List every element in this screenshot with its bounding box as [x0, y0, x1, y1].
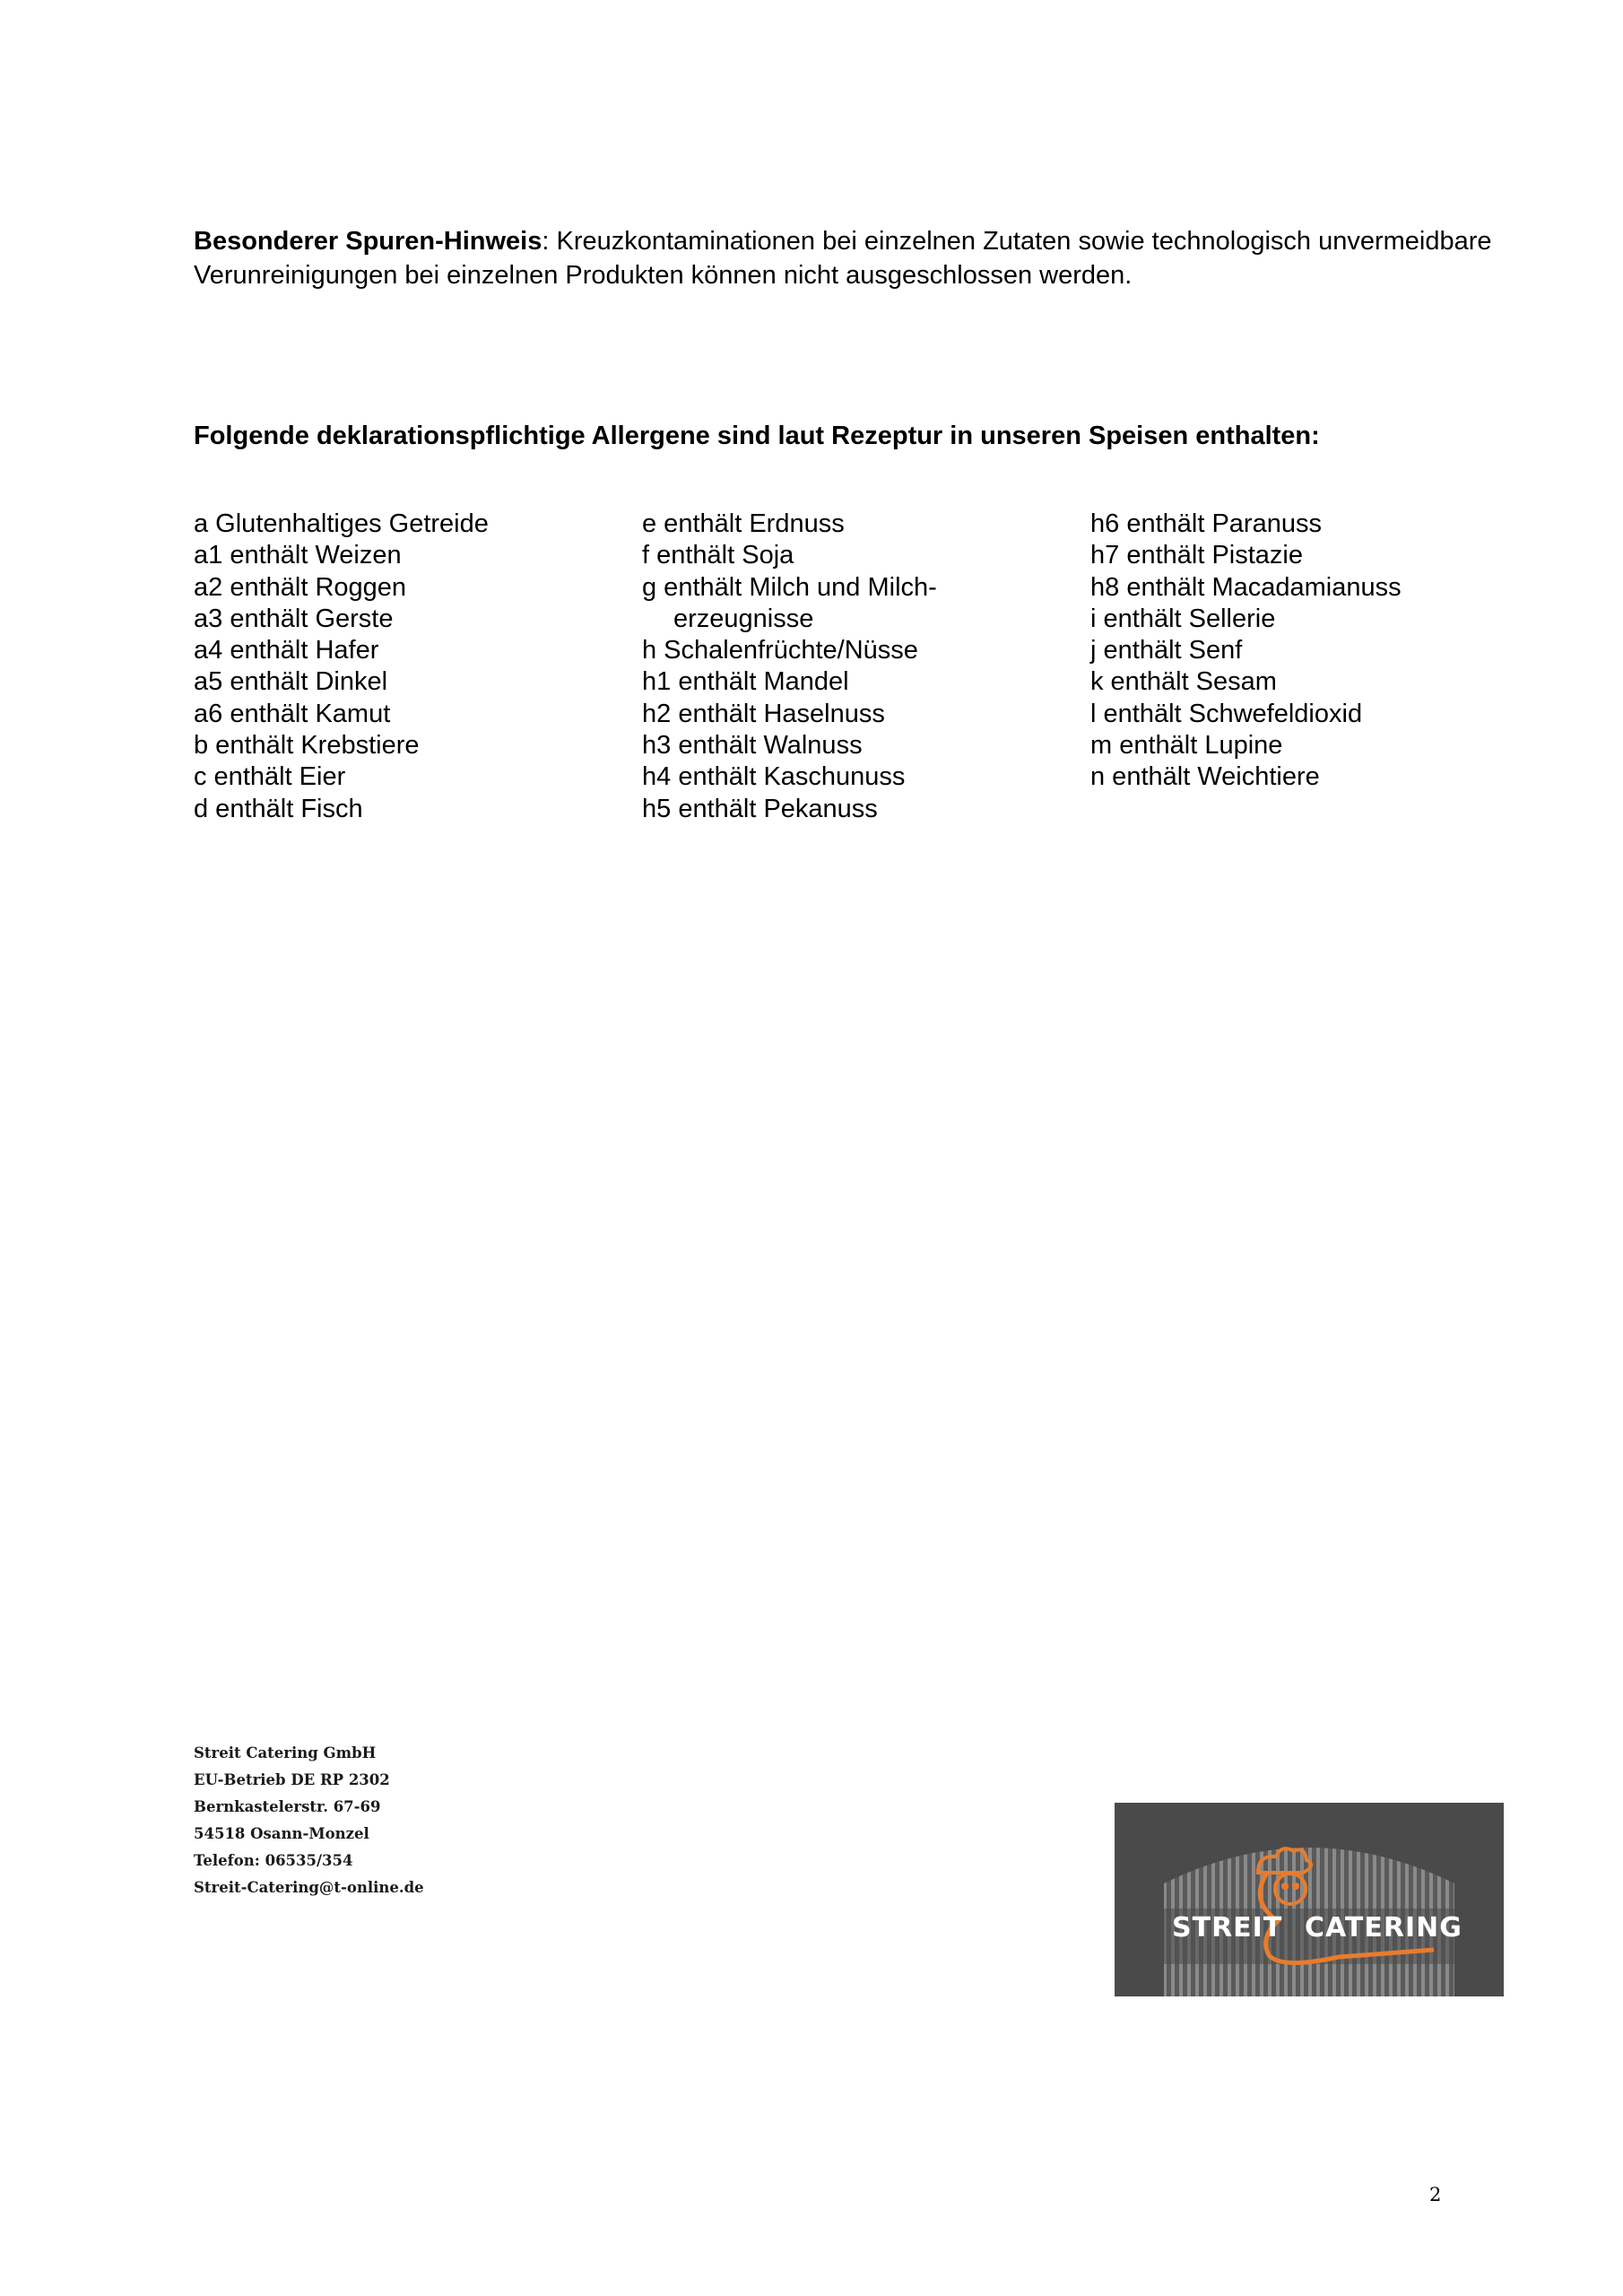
allergen-item: f enthält Soja [642, 541, 794, 570]
allergen-item: a6 enthält Kamut [194, 699, 391, 728]
allergen-item: h6 enthält Paranuss [1090, 509, 1322, 538]
allergen-column-1 [194, 509, 624, 825]
allergen-item: a3 enthält Gerste [194, 604, 394, 633]
logo-word-2: CATERING [1305, 1912, 1462, 1944]
company-address [194, 1740, 424, 1901]
allergen-item: a2 enthält Roggen [194, 572, 407, 602]
allergen-item: a5 enthält Dinkel [194, 667, 388, 697]
allergen-item: e enthält Erdnuss [642, 509, 845, 538]
allergen-item: h4 enthält Kaschunuss [642, 762, 906, 792]
trace-notice [194, 224, 1494, 292]
allergen-item: h2 enthält Haselnuss [642, 699, 885, 728]
allergen-column-3 [1090, 509, 1521, 794]
allergen-item: a Glutenhaltiges Getreide [194, 509, 489, 538]
city-address: 54518 Osann-Monzel [194, 1825, 369, 1842]
allergen-item: h8 enthält Macadamianuss [1090, 572, 1402, 602]
company-name: Streit Catering GmbH [194, 1744, 377, 1761]
logo-word-1: STREIT [1172, 1912, 1283, 1944]
phone-number: Telefon: 06535/354 [194, 1852, 353, 1869]
page-number: 2 [1429, 2184, 1442, 2205]
logo-graphic [1115, 1803, 1504, 1996]
allergen-item: h5 enthält Pekanuss [642, 794, 878, 823]
allergen-item: k enthält Sesam [1090, 667, 1277, 697]
trace-notice-label: Besonderer Spuren-Hinweis [194, 227, 542, 256]
allergen-item: n enthält Weichtiere [1090, 762, 1320, 792]
allergen-item: m enthält Lupine [1090, 731, 1283, 761]
street-address: Bernkastelerstr. 67-69 [194, 1798, 381, 1815]
allergen-item: a4 enthält Hafer [194, 636, 379, 665]
allergen-item: i enthält Sellerie [1090, 604, 1276, 633]
trace-notice-text: : Kreuzkontaminationen bei einzelnen Zutaten sowie technologisch unvermeidbare Verunreinigungen bei einzelnen Produkten können nicht ausgeschlossen werden. [194, 227, 1492, 290]
allergen-item: b enthält Krebstiere [194, 731, 420, 761]
allergen-item: a1 enthält Weizen [194, 541, 402, 570]
allergen-item: g enthält Milch und Milch- [642, 572, 937, 602]
allergen-heading: Folgende deklarationspflichtige Allergene sind laut Rezeptur in unseren Speisen enthalten: [194, 422, 1320, 450]
allergen-item: h Schalenfrüchte/Nüsse [642, 636, 918, 665]
allergen-item: l enthält Schwefeldioxid [1090, 699, 1363, 728]
allergen-item-continuation: erzeugnisse [673, 604, 814, 633]
eu-registration: EU-Betrieb DE RP 2302 [194, 1771, 390, 1788]
allergen-column-2 [642, 509, 1072, 825]
allergen-item: h3 enthält Walnuss [642, 731, 863, 761]
allergen-item: d enthält Fisch [194, 794, 363, 823]
email-address: Streit-Catering@t-online.de [194, 1879, 424, 1896]
allergen-item: h7 enthält Pistazie [1090, 541, 1303, 570]
allergen-item: c enthält Eier [194, 762, 346, 792]
allergen-item: j enthält Senf [1090, 636, 1243, 665]
allergen-item: h1 enthält Mandel [642, 667, 849, 697]
streit-catering-logo [1115, 1803, 1504, 1996]
